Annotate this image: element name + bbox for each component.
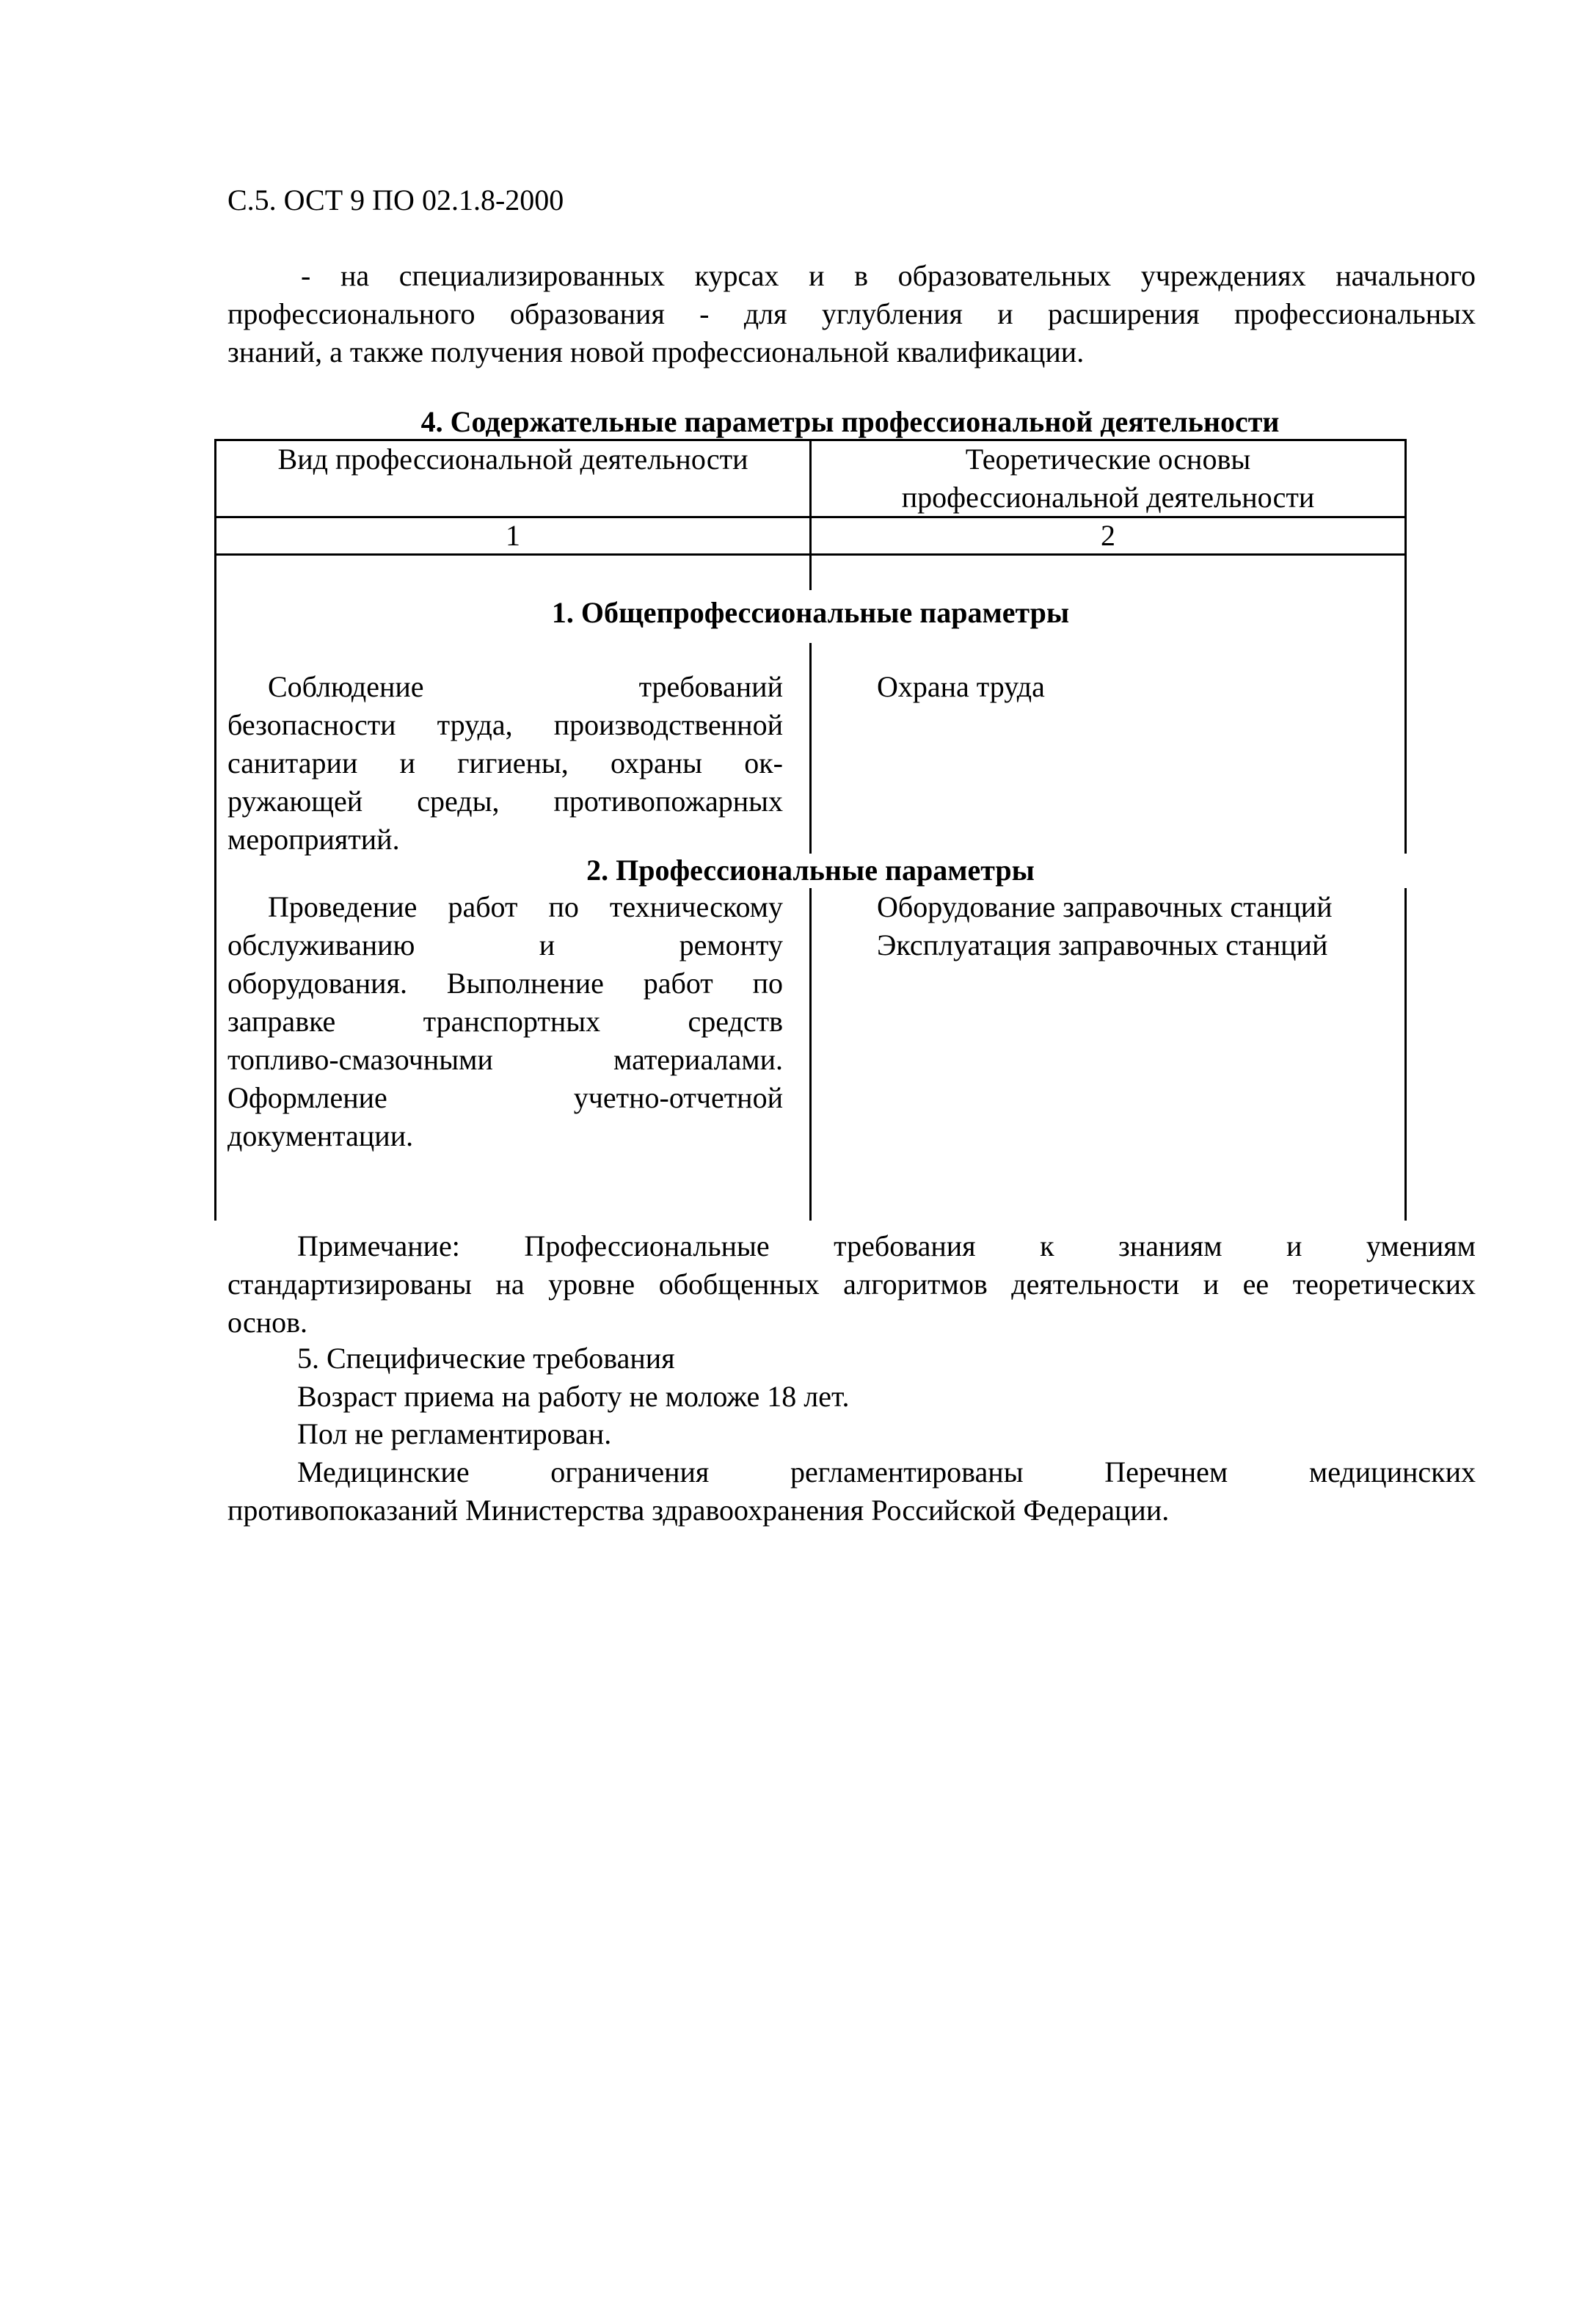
group1-title: 1. Общепрофессиональные параметры xyxy=(551,596,1070,629)
group1-activity-line-2: безопасности труда, производственной xyxy=(227,708,783,741)
group1-activity-line-3: санитарии и гигиены, охраны ок- xyxy=(227,746,783,779)
group2-activity xyxy=(227,888,783,1155)
section5-medical xyxy=(227,1453,1476,1530)
medical-line-2: противопоказаний Министерства здравоохранения Российской Федерации. xyxy=(227,1494,1170,1527)
group1-theory-line-1: Охрана труда xyxy=(877,670,1045,703)
group2-theory xyxy=(877,888,1405,964)
col2-header xyxy=(812,440,1404,517)
note-line-2: стандартизированы на уровне обобщенных алгоритмов деятельности и ее теоретических xyxy=(227,1268,1476,1301)
note-paragraph xyxy=(227,1227,1476,1342)
group2-title: 2. Профессиональные параметры xyxy=(586,854,1035,887)
table-border-left xyxy=(214,439,216,1221)
group1-activity-line-5: мероприятий. xyxy=(227,823,400,856)
col2-header-line-2: профессиональной деятельности xyxy=(901,481,1315,514)
note-line-3: основ. xyxy=(227,1306,308,1339)
group2-activity-line-2: обслуживанию и ремонту xyxy=(227,928,783,961)
group1-activity xyxy=(227,668,783,859)
intro-line-2: профессионального образования - для углубления и расширения профессиональных xyxy=(227,297,1476,330)
table-middle-divider-3 xyxy=(809,888,812,1221)
group2-activity-line-1: Проведение работ по техническому xyxy=(268,890,783,923)
group1-theory xyxy=(877,668,1391,706)
group2-activity-line-7: документации. xyxy=(227,1119,414,1152)
medical-line-1: Медицинские ограничения регламентированы Перечнем медицинских xyxy=(297,1455,1476,1488)
group1-activity-line-4: ружающей среды, противопожарных xyxy=(227,785,783,818)
section5-title: 5. Специфические требования xyxy=(297,1342,675,1375)
section5-gender: Пол не регламентирован. xyxy=(297,1417,612,1450)
intro-line-1: - на специализированных курсах и в образовательных учреждениях начального xyxy=(301,259,1476,292)
section5-age: Возраст приема на работу не моложе 18 лет. xyxy=(297,1380,850,1413)
intro-line-3: знаний, а также получения новой профессиональной квалификации. xyxy=(227,335,1085,368)
page-header: С.5. ОСТ 9 ПО 02.1.8-2000 xyxy=(227,183,564,217)
section4-title: 4. Содержательные параметры профессиональной деятельности xyxy=(420,405,1280,438)
group1-activity-line-1: Соблюдение требований xyxy=(268,670,783,703)
col1-number: 1 xyxy=(506,519,520,552)
group2-activity-line-6: Оформление учетно-отчетной xyxy=(227,1081,783,1114)
group2-activity-line-5: топливо-смазочными материалами. xyxy=(227,1043,783,1076)
col2-header-line-1: Теоретические основы xyxy=(965,443,1251,476)
table-border-right-1 xyxy=(1404,439,1407,854)
note-line-1: Примечание: Профессиональные требования к знаниям и умениям xyxy=(297,1229,1476,1262)
group2-activity-line-4: заправке транспортных средств xyxy=(227,1005,783,1038)
group2-activity-line-3: оборудования. Выполнение работ по xyxy=(227,967,783,1000)
col1-header: Вид профессиональной деятельности xyxy=(277,443,748,476)
group2-theory-line-1: Оборудование заправочных станций xyxy=(877,890,1333,923)
table-middle-divider-2 xyxy=(809,643,812,854)
group2-theory-line-2: Эксплуатация заправочных станций xyxy=(877,928,1328,961)
intro-paragraph xyxy=(227,257,1476,371)
col2-number: 2 xyxy=(1101,519,1115,552)
